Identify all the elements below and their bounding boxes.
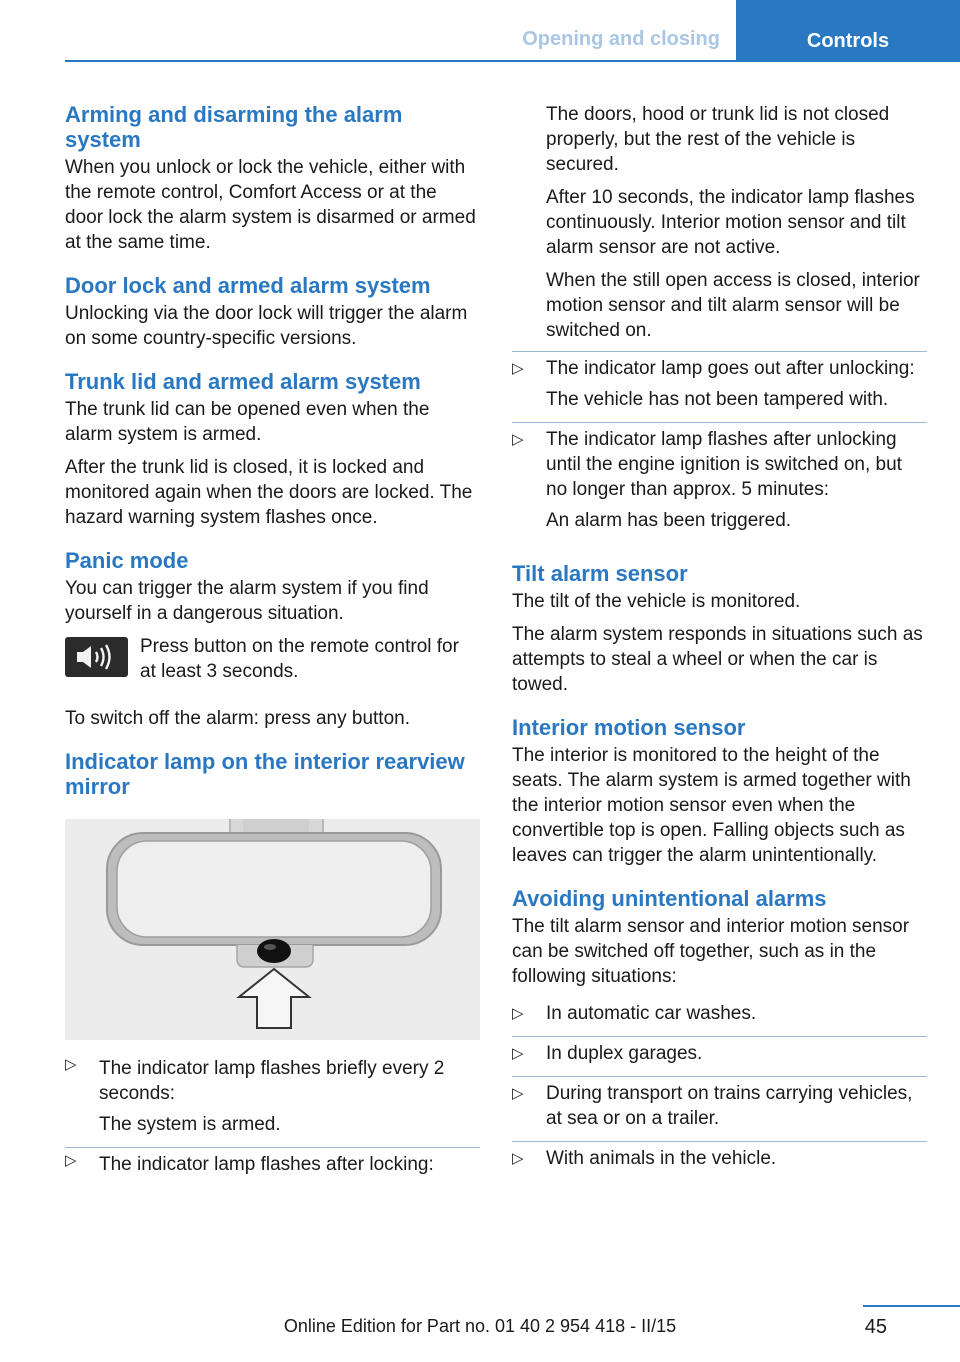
page-number: 45 bbox=[864, 1316, 887, 1338]
list-item-text: With animals in the vehicle. bbox=[546, 1148, 777, 1169]
triangle-bullet-icon: ▷ bbox=[512, 1005, 524, 1022]
heading-indicator: Indicator lamp on the interior rearview mirror bbox=[65, 749, 465, 799]
text-cont-2: After 10 seconds, the indicator lamp flashes continuously. Interior motion sensor and tilt alarm sensor are not active. bbox=[546, 187, 915, 258]
text-cont-1: The doors, hood or trunk lid is not closed properly, but the rest of the vehicle is secured. bbox=[546, 104, 890, 175]
section-trunk bbox=[65, 369, 480, 530]
text-motion: The interior is monitored to the height of the seats. The alarm system is armed together with the interior motion sensor even when the convertible top is open. Falling objects such as leaves can trigger the alarm unintentionally. bbox=[512, 745, 911, 866]
section-arming bbox=[65, 102, 480, 255]
indicator-continued bbox=[512, 102, 927, 343]
text-panic-2: To switch off the alarm: press any button. bbox=[65, 708, 410, 729]
text-doorlock: Unlocking via the door lock will trigger the alarm on some country-specific versions. bbox=[65, 303, 468, 349]
left-column bbox=[65, 102, 480, 1205]
indicator-list-continued bbox=[512, 351, 927, 543]
text-panic-1: You can trigger the alarm system if you find yourself in a dangerous situation. bbox=[65, 578, 429, 624]
avoid-list bbox=[512, 997, 927, 1181]
list-item-subtext: The vehicle has not been tampered with. bbox=[546, 389, 889, 410]
triangle-bullet-icon: ▷ bbox=[512, 1045, 524, 1062]
list-item bbox=[65, 1148, 480, 1187]
list-item bbox=[65, 1052, 480, 1148]
panic-button-note bbox=[65, 634, 480, 692]
triangle-bullet-icon: ▷ bbox=[65, 1056, 77, 1073]
footer-edition: Online Edition for Part no. 01 40 2 954 418 - II/15 bbox=[283, 1316, 677, 1336]
list-item bbox=[512, 997, 927, 1037]
list-item bbox=[512, 1142, 927, 1181]
triangle-bullet-icon: ▷ bbox=[512, 1085, 524, 1102]
list-item-text: The indicator lamp flashes after unlocking until the engine ignition is switched on, but no longer than approx. 5 minutes: bbox=[546, 429, 902, 500]
panic-speaker-icon bbox=[65, 637, 128, 677]
section-indicator bbox=[65, 749, 480, 1187]
heading-doorlock: Door lock and armed alarm system bbox=[65, 273, 431, 298]
list-item-text: During transport on trains carrying vehicles, at sea or on a trailer. bbox=[546, 1083, 913, 1129]
triangle-bullet-icon: ▷ bbox=[512, 360, 524, 377]
text-trunk-2: After the trunk lid is closed, it is locked and monitored again when the doors are locked. The hazard warning system flashes once. bbox=[65, 457, 473, 528]
header-tab-controls bbox=[736, 0, 960, 61]
list-item-subtext: The system is armed. bbox=[99, 1114, 281, 1135]
section-doorlock bbox=[65, 273, 480, 351]
list-item bbox=[512, 352, 927, 423]
text-avoid: The tilt alarm sensor and interior motion sensor can be switched off together, such as in the following situations: bbox=[512, 916, 910, 987]
list-item bbox=[512, 1077, 927, 1142]
page-number-rule bbox=[863, 1305, 960, 1307]
heading-tilt: Tilt alarm sensor bbox=[512, 561, 688, 586]
list-item-text: The indicator lamp flashes after locking: bbox=[99, 1154, 434, 1175]
header-tab-label: Controls bbox=[806, 30, 890, 52]
heading-motion: Interior motion sensor bbox=[512, 715, 746, 740]
heading-trunk: Trunk lid and armed alarm system bbox=[65, 369, 421, 394]
text-tilt-1: The tilt of the vehicle is monitored. bbox=[512, 591, 801, 612]
section-motion bbox=[512, 715, 927, 868]
list-item-text: The indicator lamp goes out after unlocking: bbox=[546, 358, 915, 379]
section-panic bbox=[65, 548, 480, 731]
triangle-bullet-icon: ▷ bbox=[65, 1152, 77, 1169]
list-item bbox=[512, 1037, 927, 1077]
triangle-bullet-icon: ▷ bbox=[512, 431, 524, 448]
list-item bbox=[512, 423, 927, 543]
text-cont-3: When the still open access is closed, interior motion sensor and tilt alarm sensor will be switched on. bbox=[546, 270, 920, 341]
mirror-illustration bbox=[65, 819, 480, 1040]
header-section-title: Opening and closing bbox=[522, 28, 720, 50]
list-item-text: In automatic car washes. bbox=[546, 1003, 757, 1024]
text-panic-button: Press button on the remote control for at least 3 seconds. bbox=[140, 636, 459, 682]
heading-avoid: Avoiding unintentional alarms bbox=[512, 886, 827, 911]
text-tilt-2: The alarm system responds in situations such as attempts to steal a wheel or when the car is towed. bbox=[512, 624, 923, 695]
triangle-bullet-icon: ▷ bbox=[512, 1150, 524, 1167]
heading-arming: Arming and disarming the alarm system bbox=[65, 102, 403, 152]
text-trunk-1: The trunk lid can be opened even when the alarm system is armed. bbox=[65, 399, 430, 445]
section-avoid bbox=[512, 886, 927, 1181]
list-item-text: In duplex garages. bbox=[546, 1043, 703, 1064]
list-item-text: The indicator lamp flashes briefly every 2 seconds: bbox=[99, 1058, 445, 1104]
heading-panic: Panic mode bbox=[65, 548, 189, 573]
text-arming: When you unlock or lock the vehicle, either with the remote control, Comfort Access or at the door lock the alarm system is disarmed or armed at the same time. bbox=[65, 157, 476, 253]
right-column bbox=[512, 102, 927, 1199]
indicator-list bbox=[65, 1052, 480, 1187]
section-tilt bbox=[512, 561, 927, 697]
list-item-subtext: An alarm has been triggered. bbox=[546, 510, 792, 531]
